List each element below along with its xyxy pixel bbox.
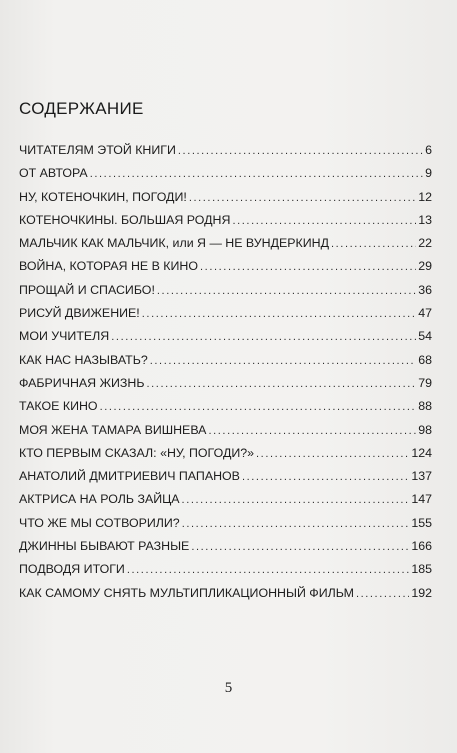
- toc-leader-dots: [178, 143, 423, 159]
- toc-entry-title: ЧИТАТЕЛЯМ ЭТОЙ КНИГИ: [19, 143, 176, 157]
- toc-entry: [19, 212, 432, 235]
- toc-entry-title: НУ, КОТЕНОЧКИН, ПОГОДИ!: [19, 189, 187, 204]
- toc-leader-dots: [90, 166, 423, 182]
- toc-entry-page: 98: [418, 422, 432, 437]
- toc-entry-page: 13: [418, 212, 432, 227]
- toc-leader-dots: [191, 539, 409, 555]
- toc-entry-title: МАЛЬЧИК КАК МАЛЬЧИК, или Я — НЕ ВУНДЕРКИНД: [19, 236, 329, 251]
- toc-entry: [19, 561, 432, 584]
- toc-entry-title: КАК НАС НАЗЫВАТЬ?: [19, 352, 148, 367]
- toc-entry: [19, 352, 432, 375]
- toc-entry-page: 192: [411, 585, 432, 600]
- toc-entry: [19, 422, 432, 445]
- toc-entry: [19, 375, 432, 398]
- toc-leader-dots: [242, 469, 409, 485]
- toc-entry-title: ОТ АВТОРА: [19, 166, 88, 181]
- toc-entry: [19, 258, 432, 281]
- toc-leader-dots: [200, 259, 416, 275]
- toc-entry-page: 47: [418, 306, 432, 321]
- contents-heading: СОДЕРЖАНИЕ: [19, 99, 144, 118]
- toc-leader-dots: [147, 376, 417, 392]
- toc-entry: [19, 468, 432, 491]
- toc-entry-page: 88: [418, 399, 432, 414]
- toc-entry: [19, 328, 432, 351]
- toc-entry-title: ВОЙНА, КОТОРАЯ НЕ В КИНО: [19, 259, 199, 274]
- toc-entry: [19, 189, 432, 212]
- toc-entry-title: ДЖИННЫ БЫВАЮТ РАЗНЫЕ: [19, 539, 190, 554]
- toc-entry: [19, 585, 432, 608]
- toc-entry: [19, 235, 432, 258]
- toc-entry-page: 147: [411, 492, 432, 507]
- toc-entry-page: 9: [425, 166, 432, 181]
- page-number: 5: [224, 680, 233, 696]
- toc-entry: [19, 142, 432, 165]
- toc-entry-page: 29: [418, 259, 432, 274]
- toc-entry: [19, 165, 432, 188]
- toc-leader-dots: [356, 586, 409, 602]
- toc-entry-title: МОЯ ЖЕНА ТАМАРА ВИШНЕВА: [19, 422, 207, 437]
- toc-entry-title: КТО ПЕРВЫМ СКАЗАЛ: «НУ, ПОГОДИ?»: [19, 445, 255, 460]
- toc-entry-page: 137: [411, 469, 432, 484]
- toc-entry-page: 6: [425, 143, 432, 157]
- toc-entry-page: 68: [418, 352, 432, 367]
- toc-entry: [19, 515, 432, 538]
- toc-entry: [19, 282, 432, 305]
- toc-entry-title: ПРОЩАЙ И СПАСИБО!: [19, 282, 155, 297]
- toc-leader-dots: [208, 423, 416, 439]
- toc-entry-title: ЧТО ЖЕ МЫ СОТВОРИЛИ?: [19, 515, 180, 530]
- toc-entry-title: КОТЕНОЧКИНЫ. БОЛЬШАЯ РОДНЯ: [19, 212, 231, 227]
- toc-entry-title: МОИ УЧИТЕЛЯ: [19, 329, 110, 344]
- toc-leader-dots: [157, 283, 416, 299]
- toc-entry-title: РИСУЙ ДВИЖЕНИЕ!: [19, 306, 140, 321]
- toc-entry-title: ФАБРИЧНАЯ ЖИЗНЬ: [19, 375, 145, 390]
- toc-entry-page: 36: [418, 282, 432, 297]
- toc-entry-title: КАК САМОМУ СНЯТЬ МУЛЬТИПЛИКАЦИОННЫЙ ФИЛЬМ: [19, 585, 354, 600]
- toc-entry-page: 79: [418, 375, 432, 390]
- toc-entry: [19, 305, 432, 328]
- toc-entry: [19, 538, 432, 561]
- toc-entry-page: 54: [418, 329, 432, 344]
- toc-entry-title: ТАКОЕ КИНО: [19, 399, 98, 414]
- toc-entry-title: АКТРИСА НА РОЛЬ ЗАЙЦА: [19, 492, 180, 507]
- toc-entry-page: 12: [418, 189, 432, 204]
- toc-leader-dots: [232, 213, 416, 229]
- toc-leader-dots: [256, 446, 409, 462]
- toc-entry-page: 155: [411, 515, 432, 530]
- toc-entry-page: 22: [418, 236, 432, 251]
- toc-entry-page: 185: [411, 562, 432, 577]
- toc-leader-dots: [150, 353, 416, 369]
- toc-entry: [19, 491, 432, 514]
- toc-entry: [19, 398, 432, 421]
- toc-leader-dots: [142, 306, 416, 322]
- toc-leader-dots: [100, 399, 417, 415]
- toc-entry-title: АНАТОЛИЙ ДМИТРИЕВИЧ ПАПАНОВ: [19, 469, 240, 484]
- table-of-contents: [19, 142, 432, 608]
- toc-entry-page: 166: [411, 539, 432, 554]
- toc-leader-dots: [182, 492, 410, 508]
- toc-leader-dots: [331, 236, 416, 252]
- toc-entry-title: ПОДВОДЯ ИТОГИ: [19, 562, 125, 577]
- toc-leader-dots: [189, 190, 416, 206]
- toc-leader-dots: [182, 516, 410, 532]
- toc-leader-dots: [111, 329, 416, 345]
- toc-leader-dots: [127, 562, 409, 578]
- toc-entry-page: 124: [411, 445, 432, 460]
- toc-entry: [19, 445, 432, 468]
